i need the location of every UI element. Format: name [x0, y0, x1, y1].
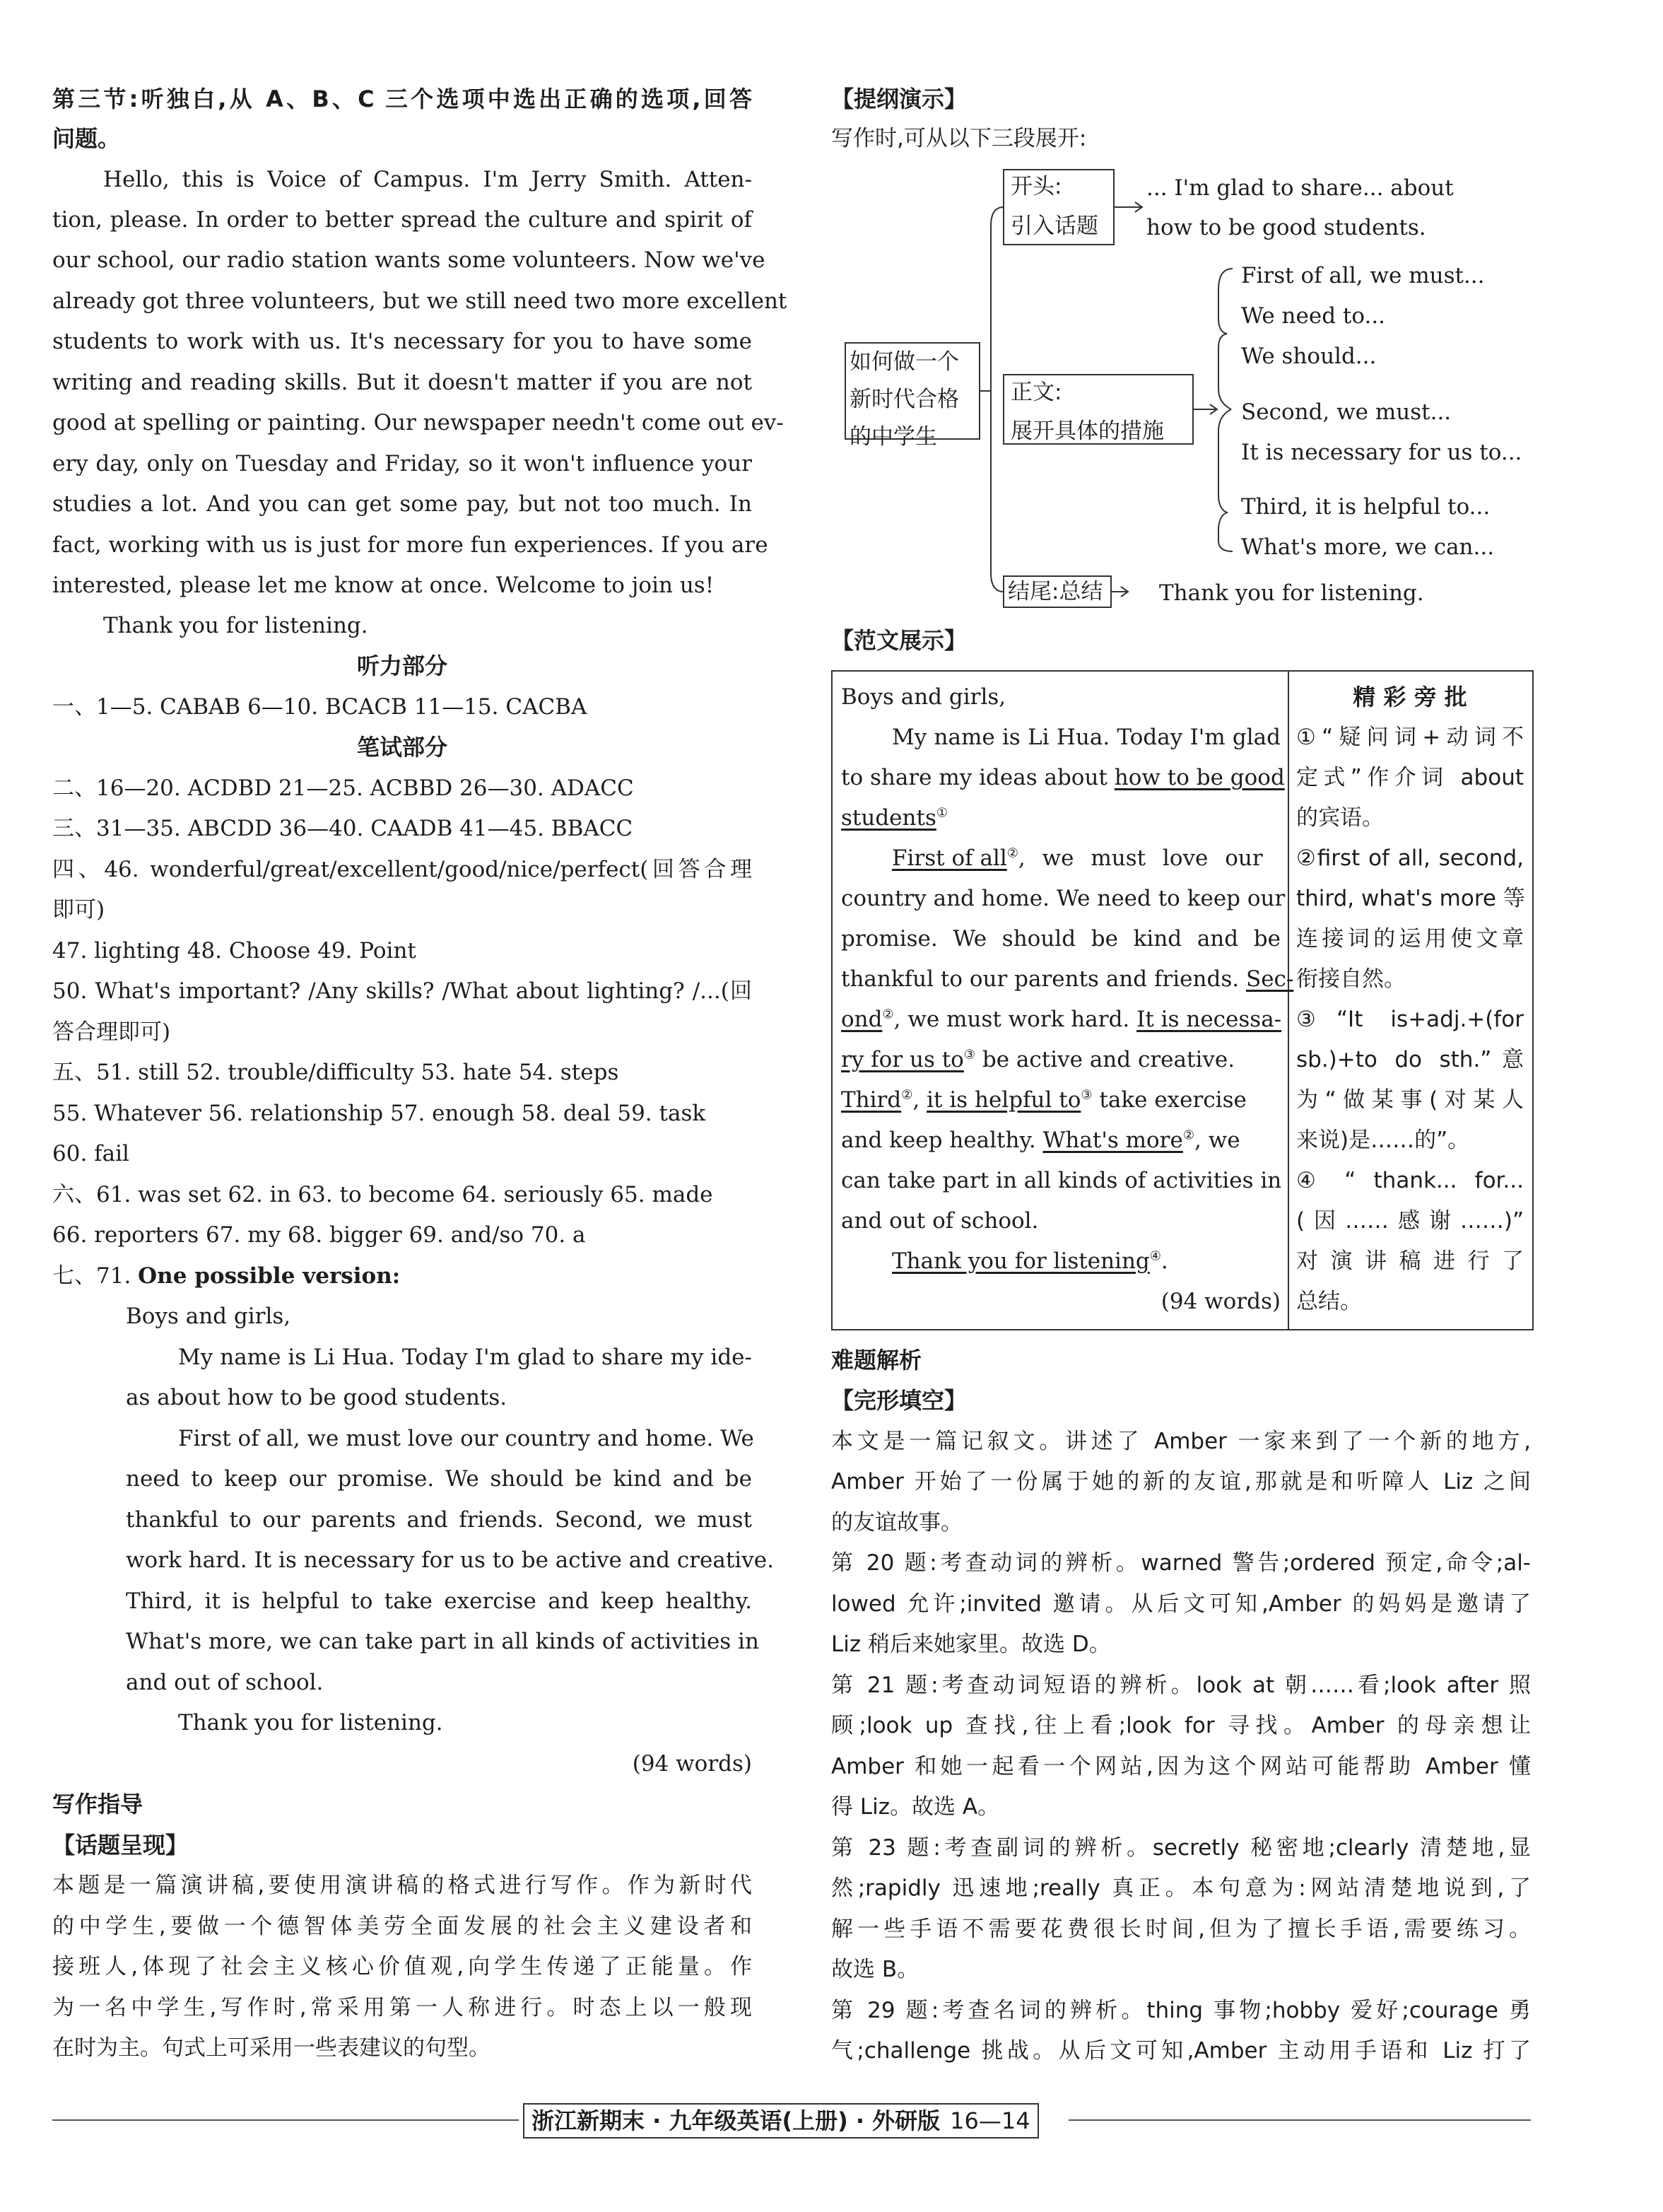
sample-line: country and home. We need to keep our — [841, 886, 1286, 911]
sample-line: ry for us to③ be active and creative. — [841, 1047, 1235, 1072]
analysis-line: 第 29 题:考查名词的辨析。thing 事物;hobby 爱好;courage 勇 — [831, 1998, 1531, 2023]
sample-heading: 【范文展示】 — [831, 627, 968, 654]
analysis-line: 第 21 题:考查动词短语的辨析。look at 朝……看;look after 照 — [831, 1673, 1531, 1698]
answer-row-2: 二、16—20. ACDBD 21—25. ACBBD 26—30. ADACC — [52, 776, 634, 801]
essay-line: Thank you for listening. — [178, 1710, 443, 1736]
center-text: 的中学生 — [850, 424, 937, 450]
essay-line: as about how to be good students. — [126, 1385, 507, 1410]
sample-divider — [1288, 672, 1289, 1329]
body-point: Second, we must... — [1241, 399, 1452, 425]
monologue-line: tion, please. In order to better spread the culture and spirit of — [52, 207, 752, 233]
monologue-line: studies a lot. And you can get some pay, but not too much. In — [52, 491, 752, 517]
answer-row-5-cont: 55. Whatever 56. relationship 57. enough 58. deal 59. task — [52, 1101, 706, 1126]
section3-title-cont: 问题。 — [52, 125, 121, 152]
topic-line: 接班人,体现了社会主义核心价值观,向学生传递了正能量。作 — [52, 1954, 752, 1979]
outline-arrow-body — [1193, 404, 1217, 414]
end-label: 结尾:总结 — [1008, 579, 1103, 604]
sample-table — [831, 670, 1534, 1330]
footer-rule-right — [1069, 2119, 1531, 2121]
commentary-line: 为“做某事(对某人 — [1296, 1087, 1524, 1113]
commentary-line: ①“疑问词+动词不 — [1296, 725, 1524, 750]
center-text: 新时代合格 — [850, 387, 959, 412]
essay-line: What's more, we can take part in all kinds of activities in — [126, 1629, 759, 1654]
essay-line: work hard. It is necessary for us to be active and creative. — [126, 1547, 774, 1573]
analysis-line: 气;challenge 挑战。从后文可知,Amber 主动用手语和 Liz 打了 — [831, 2038, 1531, 2064]
answer-7-title: One possible version: — [138, 1263, 401, 1289]
sample-line: ond②, we must work hard. It is necessa- — [841, 1007, 1282, 1032]
body-label: 正文: — [1011, 380, 1062, 405]
answer-row-4: 四、46. wonderful/great/excellent/good/nice/perfect(回答合理 — [52, 857, 752, 882]
commentary-line: (因……感谢……)” — [1296, 1208, 1524, 1234]
outline-bracket — [980, 207, 1004, 592]
essay-line: First of all, we must love our country and home. We — [178, 1426, 754, 1451]
monologue-line: interested, please let me know at once. Welcome to join us! — [52, 573, 715, 598]
commentary-line: 对演讲稿进行了 — [1296, 1248, 1524, 1274]
analysis-line: 得 Liz。故选 A。 — [831, 1794, 1000, 1820]
body-point: Third, it is helpful to... — [1241, 494, 1491, 520]
outline-intro: 写作时,可从以下三段展开: — [831, 126, 1087, 151]
page-footer — [523, 2103, 1039, 2138]
essay-line: thankful to our parents and friends. Second, we must — [126, 1507, 752, 1533]
sample-word-count: (94 words) — [1160, 1289, 1281, 1314]
topic-line: 在时为主。句式上可采用一些表建议的句型。 — [52, 2035, 490, 2061]
body-label: 展开具体的措施 — [1011, 419, 1164, 444]
sample-line: to share my ideas about how to be good — [841, 765, 1285, 790]
analysis-line: 然;rapidly 迅速地;really 真正。本句意为:网站清楚地说到,了 — [831, 1875, 1531, 1901]
analysis-line: Amber 开始了一份属于她的新的友谊,那就是和听障人 Liz 之间 — [831, 1469, 1531, 1494]
topic-line: 为一名中学生,写作时,常采用第一人称进行。时态上以一般现 — [52, 1995, 752, 2020]
monologue-line: our school, our radio station wants some volunteers. Now we've — [52, 247, 765, 273]
sample-line: promise. We should be kind and be — [841, 926, 1281, 952]
monologue-line: good at spelling or painting. Our newspaper needn't come out ev- — [52, 410, 784, 435]
essay-line: and out of school. — [126, 1670, 324, 1695]
sample-line: and keep healthy. What's more②, we — [841, 1128, 1240, 1153]
footer-rule-left — [52, 2119, 519, 2121]
sample-line: students① — [841, 805, 948, 831]
analysis-line: Amber 和她一起看一个网站,因为这个网站可能帮助 Amber 懂 — [831, 1754, 1531, 1779]
essay-line: need to keep our promise. We should be kind and be — [126, 1466, 752, 1492]
opening-label: 开头: — [1011, 174, 1062, 199]
writing-guide-heading: 写作指导 — [52, 1791, 143, 1818]
analysis-line: 第 20 题:考查动词的辨析。warned 警告;ordered 预定,命令;al- — [831, 1550, 1531, 1576]
essay-word-count: (94 words) — [632, 1751, 752, 1777]
section3-title: 第三节:听独白,从 A、B、C 三个选项中选出正确的选项,回答 — [52, 86, 752, 112]
answer-row-4-cont: 即可) — [52, 897, 105, 923]
answer-row-6-cont: 66. reporters 67. my 68. bigger 69. and/so 70. a — [52, 1222, 586, 1248]
commentary-line: 定式”作介词 about — [1296, 765, 1524, 790]
outline-heading: 【提纲演示】 — [831, 86, 968, 112]
footer-title: 浙江新期末 · 九年级英语(上册) · 外研版 — [531, 2107, 941, 2134]
monologue-line: already got three volunteers, but we still need two more excellent — [52, 288, 787, 314]
answer-row-5: 五、51. still 52. trouble/difficulty 53. hate 54. steps — [52, 1060, 619, 1085]
sample-line: Boys and girls, — [841, 684, 1006, 710]
commentary-line: ②first of all, second, — [1296, 845, 1524, 871]
essay-line: My name is Li Hua. Today I'm glad to share my ide- — [178, 1345, 752, 1370]
center-text: 如何做一个 — [850, 349, 959, 375]
commentary-line: third, what's more 等 — [1296, 886, 1525, 911]
opening-text: ... I'm glad to share... about — [1146, 175, 1454, 201]
sample-line: thankful to our parents and friends. Sec- — [841, 966, 1294, 992]
opening-label: 引入话题 — [1011, 213, 1098, 239]
analysis-line: 本文是一篇记叙文。讲述了 Amber 一家来到了一个新的地方, — [831, 1429, 1531, 1454]
answer-row-7 — [52, 1262, 400, 1290]
body-point: What's more, we can... — [1241, 534, 1495, 560]
body-point: We should... — [1241, 344, 1377, 369]
answer-row-6: 六、61. was set 62. in 63. to become 64. seriously 65. made — [52, 1182, 713, 1207]
topic-heading: 【话题呈现】 — [52, 1832, 189, 1859]
commentary-line: ④ “ thank... for... — [1296, 1168, 1524, 1193]
analysis-line: 第 23 题:考查副词的辨析。secretly 秘密地;clearly 清楚地,显 — [831, 1835, 1531, 1861]
monologue-line: ery day, only on Tuesday and Friday, so it won't influence your — [52, 451, 752, 476]
commentary-line: 衔接自然。 — [1296, 966, 1406, 992]
analysis-line: Liz 稍后来她家里。故选 D。 — [831, 1632, 1111, 1657]
answer-7-label: 七、71. — [52, 1263, 139, 1289]
monologue-end: Thank you for listening. — [103, 613, 368, 638]
topic-line: 的中学生,要做一个德智体美劳全面发展的社会主义建设者和 — [52, 1914, 752, 1939]
outline-brace-bottom — [1218, 409, 1233, 551]
answer-row-1: 一、1—5. CABAB 6—10. BCACB 11—15. CACBA — [52, 694, 587, 720]
body-point: We need to... — [1241, 303, 1386, 329]
analysis-line: 解一些手语不需要花费很长时间,但为了擅长手语,需要练习。 — [831, 1917, 1531, 1942]
answer-row-4-q50: 50. What's important? /Any skills? /What about lighting? /...(回 — [52, 978, 752, 1004]
sample-line: can take part in all kinds of activities in — [841, 1168, 1282, 1193]
monologue-line: fact, working with us is just for more fun experiences. If you are — [52, 532, 768, 558]
outline-arrow-opening — [1114, 202, 1142, 212]
analysis-heading: 难题解析 — [831, 1347, 922, 1374]
analysis-line: 故选 B。 — [831, 1957, 919, 1982]
commentary-line: 连接词的运用使文章 — [1296, 926, 1524, 952]
body-point: First of all, we must... — [1241, 263, 1485, 288]
writing-part-heading: 笔试部分 — [356, 734, 447, 761]
opening-text: how to be good students. — [1146, 215, 1426, 240]
analysis-line: lowed 允许;invited 邀请。从后文可知,Amber 的妈妈是邀请了 — [831, 1591, 1531, 1617]
essay-line: Third, it is helpful to take exercise and keep healthy. — [126, 1588, 752, 1614]
monologue-line: Hello, this is Voice of Campus. I'm Jerry Smith. Atten- — [103, 167, 752, 192]
sample-line: and out of school. — [841, 1208, 1039, 1234]
sample-line: Third②, it is helpful to③ take exercise — [841, 1087, 1247, 1113]
sample-line: My name is Li Hua. Today I'm glad — [892, 725, 1281, 750]
cloze-heading: 【完形填空】 — [831, 1387, 968, 1414]
commentary-line: 来说)是……的”。 — [1296, 1128, 1470, 1153]
essay-greeting: Boys and girls, — [126, 1304, 291, 1329]
commentary-line: ③“It is+adj.+(for — [1296, 1007, 1524, 1032]
page-number: 16—14 — [950, 2107, 1030, 2134]
commentary-line: sb.)+to do sth.”意 — [1296, 1047, 1524, 1072]
answer-row-4-items: 47. lighting 48. Choose 49. Point — [52, 938, 416, 964]
analysis-line: 的友谊故事。 — [831, 1510, 963, 1535]
sample-line: First of all②, we must love our — [892, 845, 1263, 871]
topic-line: 本题是一篇演讲稿,要使用演讲稿的格式进行写作。作为新时代 — [52, 1873, 752, 1898]
body-point: It is necessary for us to... — [1241, 440, 1522, 465]
sample-line: Thank you for listening④. — [892, 1248, 1168, 1274]
commentary-line: 的宾语。 — [1296, 805, 1384, 831]
end-text: Thank you for listening. — [1159, 580, 1424, 606]
monologue-line: writing and reading skills. But it doesn't matter if you are not — [52, 370, 752, 395]
answer-row-5-end: 60. fail — [52, 1141, 129, 1166]
answer-row-3: 三、31—35. ABCDD 36—40. CAADB 41—45. BBACC — [52, 816, 633, 841]
commentary-line: 总结。 — [1296, 1289, 1362, 1314]
analysis-line: 顾;look up 查找,往上看;look for 寻找。Amber 的母亲想让 — [831, 1713, 1531, 1738]
commentary-title: 精 彩 旁 批 — [1353, 684, 1467, 710]
monologue-line: students to work with us. It's necessary for you to have some — [52, 329, 752, 354]
answer-row-4-q50-cont: 答合理即可) — [52, 1019, 171, 1045]
outline-arrow-end — [1111, 587, 1128, 597]
outline-brace-top — [1218, 269, 1233, 409]
listening-heading: 听力部分 — [356, 653, 447, 679]
